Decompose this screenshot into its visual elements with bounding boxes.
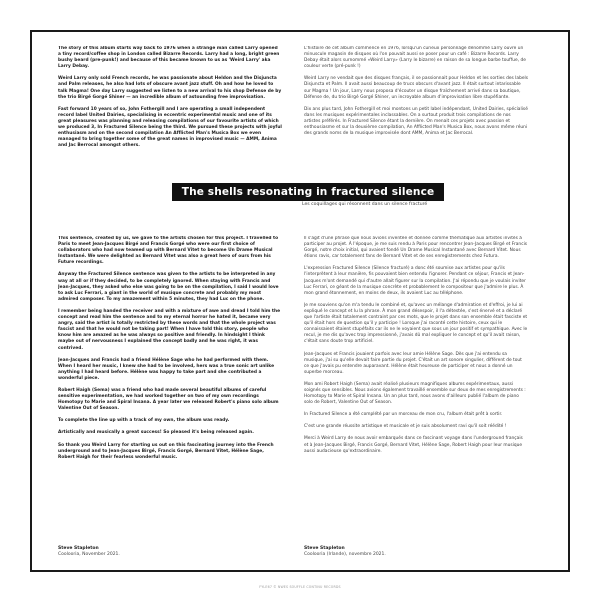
french-body	[304, 236, 528, 536]
title-banner: The shells resonating in fractured silence	[172, 183, 444, 201]
paragraph: The story of this album starts way back to 1976 when a strange man called Larry opened a tiny record/coffee shop in London called Bizarre Records. Larry had a long, bright green bushy beard (pre-punk!) and because of this became known to us as 'Weird Larry' aka Larry Debay.	[58, 46, 280, 70]
paragraph: Anyway the Fractured Silence sentence was given to the artists to be interpreted in any way at all or if they decided, to be completely ignored. When staying with Francis and Jean-Jacques, they asked who else was going to be on the compilation, I said I would love to ask Luc Ferrari, a giant in the world of musique concrete and probably my most admired composer. To my amazement within 5 minutes, they had Luc on the phone.	[58, 272, 279, 302]
paragraph: To complete the line up with a track of my own, the album was ready.	[58, 418, 230, 424]
signature-place: Coolooria, November 2021.	[58, 552, 120, 557]
paragraph: Fast forward 10 years of so, John Fothergill and I are operating a small independent record label United Dairies, specialising in eccentric experimental music and one of its great pleasures was planning and releasing compilations of our favourite artists of which we produced 3, In Fractured Silence being the third. We pursued these projects with joyful enthusiasm and on the second compilation An Afflicted Man's Musica Box we even managed to bring together some of the great names in improvised music — AMM, Anima and Jac Berrocal amongst others.	[58, 106, 282, 149]
paragraph: Dix ans plus tard, John Fothergill et moi montons un petit label indépendant, United Dairies, spécialisé dans les musiques expérimentales inclassables. On a surtout produit trois compilations de nos artistes préférés. In Fractured Silence étant la dernière. On menait ces projets avec passion et enthousiasme et sur la deuxième compilation, An Afflicted Man's Musica Box, nous avons même réuni des grands noms de la musique improvisée dont AMM, Anima et Jac Berrocal.	[304, 106, 528, 137]
liner-notes-panel	[30, 30, 570, 572]
paragraph: Weird Larry only sold French records, he was passionate about Heldon and the Disjuncta and Palm releases, he also had lots of obscure avant jazz stuff. Oh and how he loved to talk Magma! One day Larry suggested we listen to a new arrival to his shop Defense de by the trio Birgé Gorgé Shiner — an incredible album of astounding free improvisation.	[58, 76, 282, 100]
paragraph: Jean-Jacques and Francis had a friend Hélène Sage who he had performed with them. When I heard her music, I knew she had to be involved, hers was a true sonic art unlike anything I had heard before. Hélène was happy to take part and she contributed a wonderful piece.	[58, 357, 275, 381]
paragraph: This sentence, created by us, we gave to the artists chosen for this project. I travelled to Paris to meet Jean-Jacques Birgé and Francis Gorgé who were our first choice of collaborators who had now teamed up with Bernard Vitet to become Un Drame Musical Instantané. We were delighted as Bernard Vitet was also a great hero of ours from his Future recordings.	[58, 236, 279, 266]
paragraph: Jean-Jacques et Francis jouaient parfois avec leur amie Hélène Sage. Dès que j'ai entendu sa musique, j'ai su qu'elle devait faire partie du projet. C'était un art sonore singulier, différent de tout ce que j'avais pu entendre auparavant. Hélène était heureuse de participer et nous a donné un superbe morceau.	[304, 351, 522, 375]
paragraph: Je me souviens qu'on m'a tendu le combiné et, qu'avec un mélange d'admiration et d'effroi, je lui ai expliqué le concept et lu la phrase. À mon grand désespoir, il l'a détestée, s'est énervé et a déclaré que l'artiste était totalement contraint par ces mots, que le projet dans son ensemble était fasciste et qu'il était hors de question qu'il y participe ! Lorsque j'ai raconté cette histoire, ceux qui le connaissaient étaient stupéfaits car ils ne le voyaient que sous un jour positif et sympathique. Avec le recul, je me dis qu'avec trop impressionné, j'avais dû mal expliquer le concept et qu'il avait raison, c'était sans doute trop artificiel.	[304, 302, 528, 345]
paragraph: Artistically and musically a great success! So pleased it's being released again.	[58, 430, 254, 436]
paragraph: L'expression Fractured Silence (Silence fracturé) a donc été soumise aux artistes pour qu'ils l'interprètent à leur manière, fis pouvaient bien entendu l'ignorer. Pendant ce séjour, Francis et Jean-Jacques m'ont demandé qui d'autre allait figurer sur la compilation. J'ai répondu que je voulais inviter Luc Ferrari, ce géant de la musique concrète et probablement le compositeur que j'admire le plus. À mon grand étonnement, en moins de deux, ils avaient Luc au téléphone.	[304, 266, 526, 296]
paragraph: So thank you Weird Larry for starting us out on this fascinating journey into the French underground and to Jean-Jacques Birgé, Francis Gorgé, Bernard Vitet, Hélène Sage, Robert Haigh for their fearless wonderful music.	[58, 442, 274, 460]
signature-english	[58, 546, 120, 558]
paragraph: Robert Haigh (Sema) was a friend who had made several beautiful albums of careful sensitive experimentation, we had worked together on two of my own recordings Homotopy to Marie and Spiral Insana. A year later we released Robert's piano solo album Valentine Out of Season.	[58, 387, 279, 412]
english-intro	[58, 46, 282, 181]
paragraph: I remember being handed the receiver and with a mixture of awe and dread I told him the concept and read him the sentence and to my eternal horror he hated it, became very angry, said the artist is totally restricted by these words and that the whole project was fascist and that he would not be taking part! When I have told this story, people who know him are amazed as he was always so positive and friendly. In hindsight I think maybe out of nervousness I explained the concept badly and he was right, it was contrived.	[58, 308, 281, 351]
catalog-footer: FYLE67 © NWES SOUFFLE CONTINU RECORDS	[259, 585, 341, 589]
signature-french	[304, 546, 386, 558]
signature-place: Coolooria (Irlande), novembre 2021.	[304, 552, 386, 557]
paragraph: Weird Larry ne vendait que des disques français, il se passionnait pour Heldon et les sorties des labels Disjuncta et Palm. Il avait aussi beaucoup de trucs obscurs d'avant jazz. Il était surtout intarissable sur Magma ! Un jour, Larry nous proposa d'écouter un disque fraîchement arrivé dans sa boutique, Défense de, du trio Birgé Gorgé Shiner, un incroyable album d'improvisation libre stupéfiante.	[304, 76, 528, 100]
paragraph: Il s'agit d'une phrase que nous avions inventée et donnée comme thématique aux artistes invités à participer au projet. À l'époque, je me suis rendu à Paris pour rencontrer Jean-Jacques Birgé et Francis Gorgé, notre choix initial, qui avaient fondé Un Drame Musical Instantané avec Bernard Vitet. Nous étions ravis, car totalement fans de Bernard Vitet et de ses enregistrements chez Futura.	[304, 236, 528, 260]
paragraph: L'histoire de cet album commence en 1976, lorsqu'un curieux personnage dénommé Larry ouvre un minuscule magasin de disques où l'on pouvait aussi se poser pour un café : Bizarre Records. Larry Debay était alors surnommé «Weird Larry» (Larry le bizarre) en raison de sa longue barbe touffue, de couleur verte (pré-punk !)	[304, 46, 526, 70]
signature-name: Steve Stapleton	[58, 546, 99, 551]
paragraph: Mon ami Robert Haigh (Sema) avait réalisé plusieurs magnifiques albums expérimentaux, aussi soignés que sensibles. Nous avions également travaillé ensemble sur deux de mes enregistrements : Homotopy to Marie et Spiral Insana. Un an plus tard, nous avons d'ailleurs publié l'album de piano solo de Robert, Valentine Out of Season.	[304, 381, 526, 406]
paragraph: C'est une grande réussite artistique et musicale et je suis absolument ravi qu'il soit réédité !	[304, 424, 507, 430]
french-subtitle: Les coquillages qui résonnent dans un silence fracturé	[302, 202, 428, 207]
french-intro	[304, 46, 528, 181]
paragraph: Merci à Weird Larry de nous avoir embarqués dans ce fascinant voyage dans l'underground français et à Jean-Jacques Birgé, Francis Gorgé, Bernard Vitet, Hélène Sage, Robert Haigh pour leur musique aussi audacieuse qu'extraordinaire.	[304, 436, 523, 454]
english-body	[58, 236, 282, 536]
paragraph: In Fractured Silence a été complété par un morceau de mon cru, l'album était prêt à sortir.	[304, 412, 503, 418]
signature-name: Steve Stapleton	[304, 546, 345, 551]
